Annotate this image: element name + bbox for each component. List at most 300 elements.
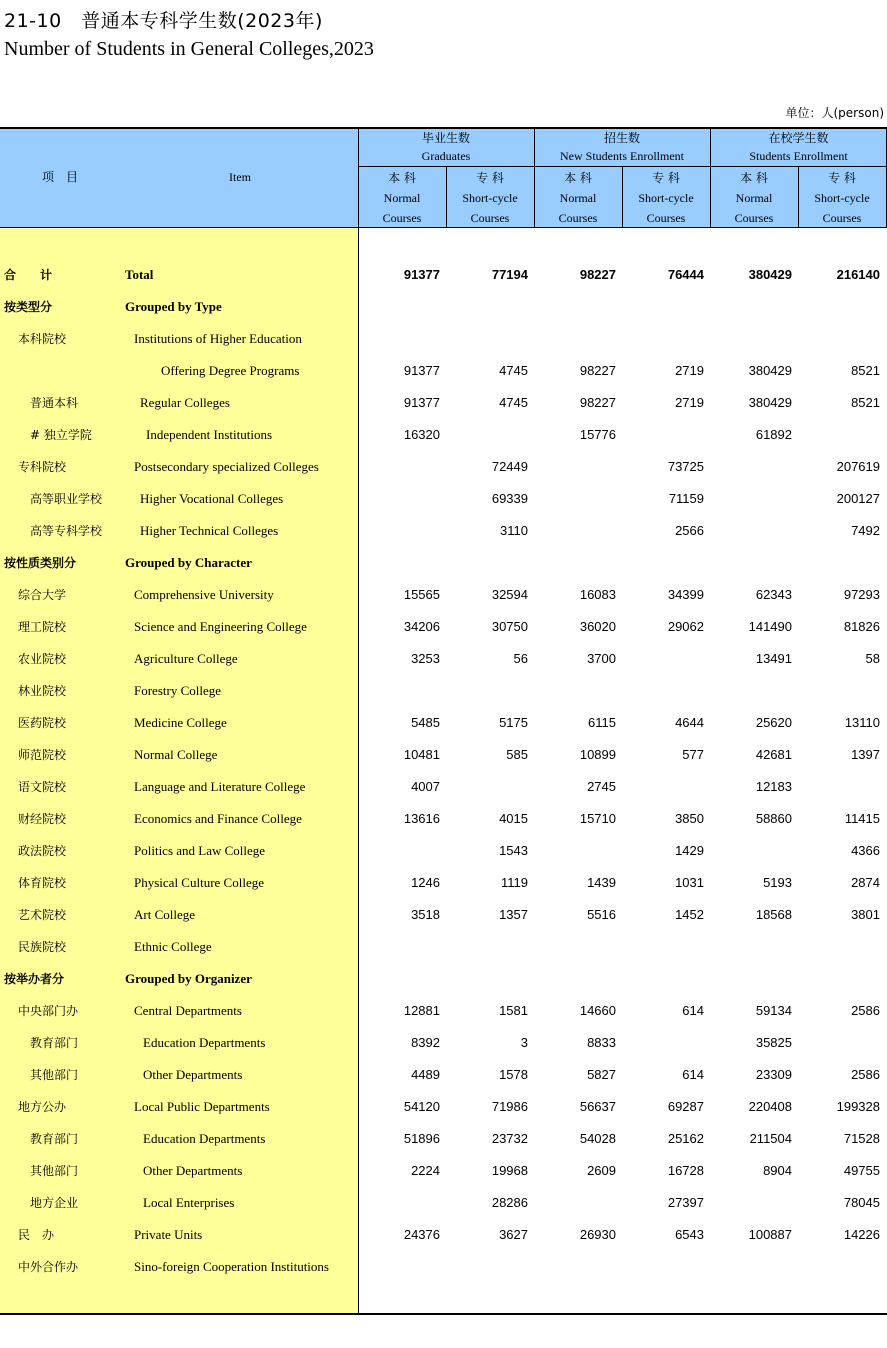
- header-graduates-cn: 毕业生数: [421, 131, 470, 145]
- row-label-en: Local Public Departments: [134, 1099, 270, 1114]
- cell-value: [712, 963, 792, 995]
- cell-value: 62343: [755, 587, 792, 602]
- table-row: [0, 483, 887, 515]
- cell-value: 73725: [667, 459, 704, 474]
- cell-value: 4745: [499, 395, 528, 410]
- table-row: [0, 515, 887, 547]
- cell-value: 1246: [411, 875, 440, 890]
- table-row: [0, 931, 887, 963]
- cell-value: [712, 1251, 792, 1283]
- row-label-cn: 民 办: [18, 1228, 55, 1242]
- cell-value: [800, 547, 880, 579]
- cell-value: 16320: [403, 427, 440, 442]
- row-label-cn: 按性质类别分: [4, 556, 77, 570]
- cell-value: 8521: [851, 395, 880, 410]
- cell-value: 380429: [748, 395, 792, 410]
- bottom-rule: [0, 1313, 887, 1315]
- cell-value: 71986: [491, 1099, 528, 1114]
- cell-value: 4366: [851, 843, 880, 858]
- row-label-en: Postsecondary specialized Colleges: [134, 459, 319, 474]
- cell-value: 3700: [587, 651, 616, 666]
- row-label-cn: 财经院校: [18, 812, 67, 826]
- cell-value: [360, 323, 440, 355]
- cell-value: [712, 323, 792, 355]
- cell-value: 58860: [755, 811, 792, 826]
- cell-value: [800, 419, 880, 451]
- cell-value: 5193: [763, 875, 792, 890]
- cell-value: 81826: [843, 619, 880, 634]
- table-row: [0, 579, 887, 611]
- cell-value: 1543: [499, 843, 528, 858]
- table-row: [0, 835, 887, 867]
- cell-value: 23732: [491, 1131, 528, 1146]
- cell-value: [536, 451, 616, 483]
- table-row: [0, 1155, 887, 1187]
- cell-value: 1581: [499, 1003, 528, 1018]
- cell-value: 3850: [675, 811, 704, 826]
- cell-value: [712, 1187, 792, 1219]
- cell-value: 3110: [500, 523, 528, 538]
- cell-value: 25162: [667, 1131, 704, 1146]
- header-new-students-en: New Students Enrollment: [560, 149, 684, 163]
- cell-value: [360, 451, 440, 483]
- cell-value: 3627: [499, 1227, 528, 1242]
- row-label-cn: 综合大学: [18, 588, 67, 602]
- row-label-en: Sino-foreign Cooperation Institutions: [134, 1259, 329, 1274]
- cell-value: [712, 515, 792, 547]
- cell-value: 2745: [587, 779, 616, 794]
- row-label-cn: 其他部门: [30, 1164, 79, 1178]
- cell-value: [448, 547, 528, 579]
- cell-value: 11415: [844, 811, 880, 826]
- cell-value: [448, 931, 528, 963]
- table-row: [0, 291, 887, 323]
- row-label-en: Economics and Finance College: [134, 811, 302, 826]
- row-label-cn: 合 计: [4, 268, 53, 282]
- subheader-cn: 专 科: [652, 171, 680, 185]
- cell-value: 59134: [755, 1003, 792, 1018]
- cell-value: [624, 675, 704, 707]
- table-row: [0, 803, 887, 835]
- cell-value: [536, 547, 616, 579]
- subheader-en1: Short-cycle: [814, 191, 870, 205]
- row-label-cn: 中央部门办: [18, 1004, 79, 1018]
- cell-value: 2719: [675, 395, 704, 410]
- table-row: [0, 675, 887, 707]
- subheader-cn: 本 科: [740, 171, 768, 185]
- row-label-cn: 医药院校: [18, 716, 67, 730]
- row-label-en: Grouped by Character: [125, 555, 252, 570]
- row-label-en: Education Departments: [143, 1131, 266, 1146]
- cell-value: 10481: [403, 747, 440, 762]
- cell-value: 15710: [579, 811, 616, 826]
- cell-value: [712, 547, 792, 579]
- cell-value: 56637: [579, 1099, 616, 1114]
- cell-value: [360, 931, 440, 963]
- cell-value: [536, 483, 616, 515]
- row-label-cn: 理工院校: [18, 620, 67, 634]
- cell-value: 8521: [851, 363, 880, 378]
- subheader-en2: Courses: [734, 211, 774, 225]
- row-label-en: Central Departments: [134, 1003, 242, 1018]
- table-row: [0, 1091, 887, 1123]
- cell-value: [536, 675, 616, 707]
- cell-value: 2586: [851, 1003, 880, 1018]
- row-label-cn: # 独立学院: [30, 428, 92, 442]
- cell-value: [800, 771, 880, 803]
- cell-value: [360, 1187, 440, 1219]
- cell-value: 4644: [675, 715, 704, 730]
- cell-value: [800, 931, 880, 963]
- cell-value: [624, 931, 704, 963]
- cell-value: [624, 547, 704, 579]
- cell-value: [536, 291, 616, 323]
- cell-value: 7492: [851, 523, 880, 538]
- cell-value: 98227: [579, 395, 616, 410]
- subheader-en1: Normal: [735, 191, 773, 205]
- table-row: [0, 259, 887, 291]
- cell-value: [360, 515, 440, 547]
- page-title-cn: 21-10 普通本专科学生数(2023年): [4, 10, 323, 32]
- cell-value: 3: [520, 1035, 528, 1050]
- row-label-en: Other Departments: [143, 1067, 243, 1082]
- cell-value: [624, 291, 704, 323]
- cell-value: 51896: [403, 1131, 440, 1146]
- subheader-en1: Short-cycle: [462, 191, 518, 205]
- cell-value: 1439: [587, 875, 616, 890]
- subheader-en2: Courses: [822, 211, 862, 225]
- cell-value: 2586: [851, 1067, 880, 1082]
- table-row: [0, 1219, 887, 1251]
- cell-value: 27397: [667, 1195, 704, 1210]
- table-row: [0, 739, 887, 771]
- cell-value: 216140: [836, 267, 880, 282]
- cell-value: 141490: [748, 619, 792, 634]
- row-label-en: Science and Engineering College: [134, 619, 307, 634]
- table-row: [0, 1123, 887, 1155]
- row-label-en: Independent Institutions: [146, 427, 273, 442]
- header-item-en: Item: [229, 170, 251, 184]
- row-label-en: Language and Literature College: [134, 779, 306, 794]
- cell-value: [360, 835, 440, 867]
- cell-value: 2609: [587, 1163, 616, 1178]
- row-label-cn: 语文院校: [18, 780, 67, 794]
- row-label-en: Other Departments: [143, 1163, 243, 1178]
- row-label-cn: 教育部门: [30, 1132, 79, 1146]
- row-label-cn: 农业院校: [18, 652, 67, 666]
- cell-value: [360, 483, 440, 515]
- cell-value: 1031: [675, 875, 704, 890]
- row-label-cn: 体育院校: [18, 876, 67, 890]
- cell-value: 8833: [587, 1035, 616, 1050]
- cell-value: 24376: [403, 1227, 440, 1242]
- cell-value: 1452: [675, 907, 704, 922]
- cell-value: 13616: [403, 811, 440, 826]
- cell-value: 91377: [403, 267, 440, 282]
- cell-value: 380429: [748, 267, 792, 282]
- cell-value: 91377: [403, 363, 440, 378]
- row-label-en: Medicine College: [134, 715, 227, 730]
- subheader-cn: 专 科: [476, 171, 504, 185]
- cell-value: 77194: [491, 267, 528, 282]
- cell-value: [448, 419, 528, 451]
- cell-value: 10899: [579, 747, 616, 762]
- cell-value: 15565: [403, 587, 440, 602]
- row-label-en: Grouped by Organizer: [125, 971, 252, 986]
- table-row: [0, 419, 887, 451]
- cell-value: 61892: [755, 427, 792, 442]
- cell-value: 28286: [491, 1195, 528, 1210]
- cell-value: [536, 515, 616, 547]
- cell-value: 36020: [579, 619, 616, 634]
- cell-value: 26930: [579, 1227, 616, 1242]
- table-row: [0, 1251, 887, 1283]
- row-label-en: Comprehensive University: [134, 587, 274, 602]
- cell-value: 2874: [851, 875, 880, 890]
- cell-value: 1397: [851, 747, 880, 762]
- cell-value: [800, 291, 880, 323]
- cell-value: [624, 771, 704, 803]
- row-label-en: Institutions of Higher Education: [134, 331, 302, 346]
- cell-value: 6543: [675, 1227, 704, 1242]
- row-label-en: Politics and Law College: [134, 843, 266, 858]
- table-row: [0, 547, 887, 579]
- row-label-en: Agriculture College: [134, 651, 238, 666]
- row-label-cn: 地方公办: [18, 1100, 67, 1114]
- row-label-en: Higher Vocational Colleges: [140, 491, 284, 506]
- row-label-cn: 普通本科: [30, 396, 79, 410]
- cell-value: 380429: [748, 363, 792, 378]
- table-row: [0, 867, 887, 899]
- cell-value: [624, 963, 704, 995]
- cell-value: 69339: [491, 491, 528, 506]
- row-label-cn: 按类型分: [4, 300, 53, 314]
- cell-value: 100887: [748, 1227, 792, 1242]
- table-row: [0, 963, 887, 995]
- row-label-cn: 地方企业: [30, 1196, 79, 1210]
- row-label-cn: 林业院校: [18, 684, 67, 698]
- row-label-cn: 艺术院校: [18, 908, 67, 922]
- cell-value: [536, 963, 616, 995]
- cell-value: [536, 1251, 616, 1283]
- cell-value: 3253: [411, 651, 440, 666]
- cell-value: [712, 451, 792, 483]
- table-row: [0, 1187, 887, 1219]
- row-label-cn: 教育部门: [30, 1036, 79, 1050]
- cell-value: [536, 323, 616, 355]
- cell-value: 19968: [491, 1163, 528, 1178]
- cell-value: 4015: [499, 811, 528, 826]
- cell-value: 34206: [403, 619, 440, 634]
- row-label-cn: 民族院校: [18, 940, 67, 954]
- cell-value: 1578: [499, 1067, 528, 1082]
- cell-value: 42681: [755, 747, 792, 762]
- cell-value: 15776: [579, 427, 616, 442]
- cell-value: [360, 547, 440, 579]
- row-label-en: Ethnic College: [134, 939, 212, 954]
- cell-value: 8904: [763, 1163, 792, 1178]
- row-label-cn: 政法院校: [18, 844, 67, 858]
- cell-value: 25620: [755, 715, 792, 730]
- cell-value: [536, 1187, 616, 1219]
- cell-value: 76444: [667, 267, 704, 282]
- cell-value: [448, 771, 528, 803]
- cell-value: 220408: [748, 1099, 792, 1114]
- cell-value: [360, 963, 440, 995]
- cell-value: [448, 963, 528, 995]
- cell-value: 12183: [755, 779, 792, 794]
- subheader-cn: 本 科: [388, 171, 416, 185]
- cell-value: 4489: [411, 1067, 440, 1082]
- cell-value: [624, 643, 704, 675]
- cell-value: 97293: [843, 587, 880, 602]
- cell-value: 78045: [843, 1195, 880, 1210]
- cell-value: 54120: [403, 1099, 440, 1114]
- cell-value: 585: [506, 747, 528, 762]
- table-row: [0, 1027, 887, 1059]
- row-label-en: Higher Technical Colleges: [140, 523, 279, 538]
- cell-value: 13491: [755, 651, 792, 666]
- cell-value: 6115: [588, 715, 616, 730]
- cell-value: 56: [513, 651, 528, 666]
- cell-value: 8392: [411, 1035, 440, 1050]
- cell-value: [360, 675, 440, 707]
- cell-value: [624, 419, 704, 451]
- row-label-cn: 高等职业学校: [30, 492, 103, 506]
- cell-value: [448, 1251, 528, 1283]
- cell-value: [712, 291, 792, 323]
- unit-label: 单位：人(person): [785, 106, 884, 120]
- cell-value: 1429: [675, 843, 704, 858]
- subheader-cn: 专 科: [828, 171, 856, 185]
- row-label-en: Grouped by Type: [125, 299, 222, 314]
- cell-value: 30750: [491, 619, 528, 634]
- cell-value: 211504: [749, 1131, 792, 1146]
- cell-value: 2719: [675, 363, 704, 378]
- cell-value: [360, 1251, 440, 1283]
- row-label-cn: 中外合作办: [18, 1260, 79, 1274]
- cell-value: 16083: [579, 587, 616, 602]
- cell-value: 98227: [579, 267, 616, 282]
- table-row: [0, 611, 887, 643]
- row-label-cn: 其他部门: [30, 1068, 79, 1082]
- page-title-en: Number of Students in General Colleges,2023: [4, 38, 374, 60]
- cell-value: 13110: [844, 715, 880, 730]
- row-label-en: Offering Degree Programs: [161, 363, 300, 378]
- cell-value: [800, 323, 880, 355]
- cell-value: 199328: [836, 1099, 880, 1114]
- cell-value: 54028: [579, 1131, 616, 1146]
- row-label-en: Regular Colleges: [140, 395, 230, 410]
- cell-value: 69287: [667, 1099, 704, 1114]
- row-label-en: Physical Culture College: [134, 875, 264, 890]
- row-label-en: Education Departments: [143, 1035, 266, 1050]
- cell-value: 3518: [411, 907, 440, 922]
- table-row: [0, 643, 887, 675]
- table-row: [0, 355, 887, 387]
- cell-value: [800, 675, 880, 707]
- cell-value: [624, 1251, 704, 1283]
- table-row: [0, 1059, 887, 1091]
- table-row: [0, 387, 887, 419]
- subheader-en2: Courses: [382, 211, 422, 225]
- cell-value: 3801: [851, 907, 880, 922]
- subheader-en2: Courses: [470, 211, 510, 225]
- cell-value: [448, 323, 528, 355]
- cell-value: 4007: [411, 779, 440, 794]
- cell-value: 4745: [499, 363, 528, 378]
- cell-value: 207619: [836, 459, 880, 474]
- cell-value: 32594: [491, 587, 528, 602]
- cell-value: 200127: [836, 491, 880, 506]
- header-new-students-cn: 招生数: [603, 131, 640, 145]
- cell-value: 577: [682, 747, 704, 762]
- cell-value: [800, 1251, 880, 1283]
- cell-value: 14660: [579, 1003, 616, 1018]
- cell-value: [712, 931, 792, 963]
- row-label-en: Local Enterprises: [143, 1195, 235, 1210]
- cell-value: [536, 835, 616, 867]
- cell-value: 1357: [499, 907, 528, 922]
- cell-value: [712, 835, 792, 867]
- cell-value: 35825: [755, 1035, 792, 1050]
- subheader-cn: 本 科: [564, 171, 592, 185]
- subheader-en2: Courses: [558, 211, 598, 225]
- row-label-en: Private Units: [134, 1227, 203, 1242]
- table-row: [0, 995, 887, 1027]
- cell-value: [360, 291, 440, 323]
- cell-value: 614: [682, 1003, 704, 1018]
- cell-value: 18568: [755, 907, 792, 922]
- subheader-en1: Short-cycle: [638, 191, 694, 205]
- header-graduates-en: Graduates: [421, 149, 471, 163]
- cell-value: 14226: [843, 1227, 880, 1242]
- cell-value: [712, 483, 792, 515]
- cell-value: 2224: [411, 1163, 440, 1178]
- cell-value: [800, 963, 880, 995]
- header-item-cn: 项 目: [41, 170, 78, 184]
- cell-value: 5485: [411, 715, 440, 730]
- cell-value: [536, 931, 616, 963]
- row-label-en: Normal College: [134, 747, 218, 762]
- subheader-en2: Courses: [646, 211, 686, 225]
- cell-value: 12881: [403, 1003, 440, 1018]
- cell-value: 98227: [579, 363, 616, 378]
- subheader-en1: Normal: [383, 191, 421, 205]
- row-label-cn: 专科院校: [18, 460, 67, 474]
- cell-value: 23309: [755, 1067, 792, 1082]
- cell-value: [448, 675, 528, 707]
- cell-value: 5175: [499, 715, 528, 730]
- cell-value: [800, 1027, 880, 1059]
- cell-value: 1119: [501, 875, 528, 890]
- cell-value: 91377: [403, 395, 440, 410]
- cell-value: 16728: [667, 1163, 704, 1178]
- row-label-cn: 按举办者分: [4, 972, 65, 986]
- cell-value: 72449: [491, 459, 528, 474]
- table-row: [0, 771, 887, 803]
- row-label-cn: 本科院校: [18, 332, 67, 346]
- subheader-en1: Normal: [559, 191, 597, 205]
- row-label-cn: 师范院校: [18, 748, 67, 762]
- cell-value: 58: [865, 651, 880, 666]
- header-enrollment-en: Students Enrollment: [749, 149, 848, 163]
- header-enrollment-cn: 在校学生数: [768, 131, 829, 145]
- cell-value: 29062: [667, 619, 704, 634]
- row-label-en: Forestry College: [134, 683, 222, 698]
- table-row: [0, 707, 887, 739]
- table-row: [0, 451, 887, 483]
